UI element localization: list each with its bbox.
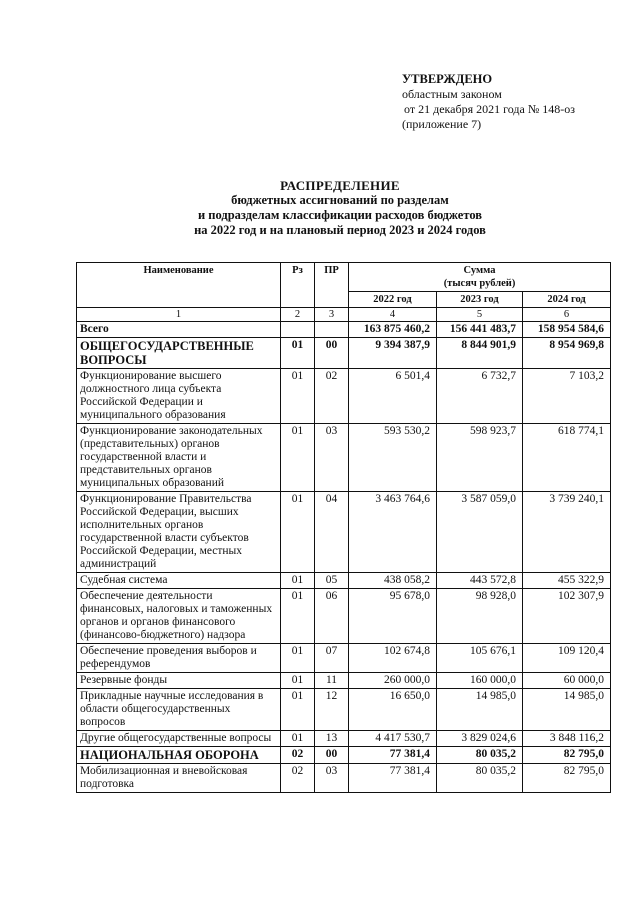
row-pr: 03 xyxy=(315,424,349,492)
row-pr: 11 xyxy=(315,673,349,689)
row-value-2024: 7 103,2 xyxy=(523,369,611,424)
row-rz: 01 xyxy=(281,338,315,369)
approval-line-1: областным законом xyxy=(402,87,502,101)
row-value-2022: 102 674,8 xyxy=(349,644,437,673)
header-name: Наименование xyxy=(77,263,281,308)
row-rz: 01 xyxy=(281,573,315,589)
row-value-2023: 3 587 059,0 xyxy=(437,492,523,573)
row-value-2022: 77 381,4 xyxy=(349,764,437,793)
row-value-2024: 3 739 240,1 xyxy=(523,492,611,573)
row-pr: 00 xyxy=(315,338,349,369)
row-value-2023: 80 035,2 xyxy=(437,764,523,793)
row-value-2023: 14 985,0 xyxy=(437,689,523,731)
row-value-2022: 77 381,4 xyxy=(349,747,437,764)
header-sum xyxy=(349,263,611,292)
document-title: РАСПРЕДЕЛЕНИЕ xyxy=(280,178,400,193)
row-pr: 12 xyxy=(315,689,349,731)
column-index: 5 xyxy=(437,308,523,322)
table-row xyxy=(77,589,611,644)
row-value-2023: 3 829 024,6 xyxy=(437,731,523,747)
header-year-2023: 2023 год xyxy=(437,292,523,308)
table-row xyxy=(77,644,611,673)
row-value-2022: 438 058,2 xyxy=(349,573,437,589)
header-pr: ПР xyxy=(315,263,349,308)
row-value-2023: 80 035,2 xyxy=(437,747,523,764)
row-value-2022: 6 501,4 xyxy=(349,369,437,424)
row-value-2023: 160 000,0 xyxy=(437,673,523,689)
row-rz: 01 xyxy=(281,731,315,747)
row-value-2023: 8 844 901,9 xyxy=(437,338,523,369)
header-year-2024: 2024 год xyxy=(523,292,611,308)
row-rz: 02 xyxy=(281,764,315,793)
row-value-2024: 109 120,4 xyxy=(523,644,611,673)
row-value-2024: 60 000,0 xyxy=(523,673,611,689)
row-value-2024: 14 985,0 xyxy=(523,689,611,731)
row-pr: 03 xyxy=(315,764,349,793)
row-pr: 02 xyxy=(315,369,349,424)
approval-line-2: от 21 декабря 2021 года № 148-оз xyxy=(404,102,576,116)
table-row xyxy=(77,747,611,764)
header-sum-unit: (тысяч рублей) xyxy=(443,278,516,289)
header-year-2022: 2022 год xyxy=(349,292,437,308)
row-value-2024: 3 848 116,2 xyxy=(523,731,611,747)
header-sum-label: Сумма xyxy=(463,265,496,276)
row-value-2022: 16 650,0 xyxy=(349,689,437,731)
row-name: Обеспечение проведения выборов и референдумов xyxy=(77,644,281,673)
table-row xyxy=(77,424,611,492)
column-index: 1 xyxy=(77,308,281,322)
row-value-2022: 260 000,0 xyxy=(349,673,437,689)
row-pr: 13 xyxy=(315,731,349,747)
budget-table xyxy=(76,262,611,793)
row-value-2023: 443 572,8 xyxy=(437,573,523,589)
row-value-2023: 598 923,7 xyxy=(437,424,523,492)
column-index: 4 xyxy=(349,308,437,322)
row-value-2022: 3 463 764,6 xyxy=(349,492,437,573)
row-value-2023: 105 676,1 xyxy=(437,644,523,673)
row-rz: 01 xyxy=(281,424,315,492)
table-row xyxy=(77,731,611,747)
row-name: Функционирование законодательных (представительных) органов государственной власти и представительных органов муниципальных образований xyxy=(77,424,281,492)
table-row xyxy=(77,369,611,424)
table-row xyxy=(77,689,611,731)
row-pr: 05 xyxy=(315,573,349,589)
document-heading xyxy=(0,178,640,238)
column-index: 6 xyxy=(523,308,611,322)
table-row xyxy=(77,322,611,338)
row-value-2023: 156 441 483,7 xyxy=(437,322,523,338)
row-rz: 02 xyxy=(281,747,315,764)
row-pr: 04 xyxy=(315,492,349,573)
row-name: НАЦИОНАЛЬНАЯ ОБОРОНА xyxy=(77,747,281,764)
row-pr: 06 xyxy=(315,589,349,644)
row-value-2024: 82 795,0 xyxy=(523,764,611,793)
approval-title: УТВЕРЖДЕНО xyxy=(402,72,493,86)
row-name: Судебная система xyxy=(77,573,281,589)
row-value-2022: 163 875 460,2 xyxy=(349,322,437,338)
column-index: 3 xyxy=(315,308,349,322)
table-row xyxy=(77,338,611,369)
row-rz: 01 xyxy=(281,689,315,731)
row-name: ОБЩЕГОСУДАРСТВЕННЫЕ ВОПРОСЫ xyxy=(77,338,281,369)
row-value-2022: 9 394 387,9 xyxy=(349,338,437,369)
row-value-2022: 4 417 530,7 xyxy=(349,731,437,747)
row-pr: 07 xyxy=(315,644,349,673)
row-rz: 01 xyxy=(281,369,315,424)
row-value-2024: 618 774,1 xyxy=(523,424,611,492)
column-index: 2 xyxy=(281,308,315,322)
row-name: Функционирование Правительства Российской Федерации, высших исполнительных органов государственной власти субъектов Российской Федерации, местных администраций xyxy=(77,492,281,573)
document-subtitle-2: и подразделам классификации расходов бюджетов xyxy=(197,208,483,222)
row-pr: 00 xyxy=(315,747,349,764)
row-rz: 01 xyxy=(281,589,315,644)
row-value-2023: 98 928,0 xyxy=(437,589,523,644)
row-value-2024: 158 954 584,6 xyxy=(523,322,611,338)
row-value-2023: 6 732,7 xyxy=(437,369,523,424)
row-name: Обеспечение деятельности финансовых, налоговых и таможенных органов и органов финансового (финансово-бюджетного) надзора xyxy=(77,589,281,644)
row-rz xyxy=(281,322,315,338)
header-rz: Рз xyxy=(281,263,315,308)
row-rz: 01 xyxy=(281,644,315,673)
row-value-2024: 8 954 969,8 xyxy=(523,338,611,369)
row-value-2024: 82 795,0 xyxy=(523,747,611,764)
table-row xyxy=(77,573,611,589)
row-value-2022: 593 530,2 xyxy=(349,424,437,492)
row-rz: 01 xyxy=(281,673,315,689)
table-row xyxy=(77,492,611,573)
approval-block xyxy=(402,72,575,132)
row-name: Другие общегосударственные вопросы xyxy=(77,731,281,747)
document-subtitle-1: бюджетных ассигнований по разделам xyxy=(231,193,449,207)
row-value-2024: 455 322,9 xyxy=(523,573,611,589)
row-name: Прикладные научные исследования в области общегосударственных вопросов xyxy=(77,689,281,731)
row-value-2022: 95 678,0 xyxy=(349,589,437,644)
column-index-row xyxy=(77,308,611,322)
approval-line-3: (приложение 7) xyxy=(402,117,482,131)
row-name: Функционирование высшего должностного лица субъекта Российской Федерации и муниципального образования xyxy=(77,369,281,424)
row-name: Мобилизационная и вневойсковая подготовка xyxy=(77,764,281,793)
row-value-2024: 102 307,9 xyxy=(523,589,611,644)
row-name: Резервные фонды xyxy=(77,673,281,689)
table-row xyxy=(77,764,611,793)
row-name: Всего xyxy=(77,322,281,338)
document-subtitle-3: на 2022 год и на плановый период 2023 и 2024 годов xyxy=(194,223,486,237)
row-pr xyxy=(315,322,349,338)
row-rz: 01 xyxy=(281,492,315,573)
table-row xyxy=(77,673,611,689)
